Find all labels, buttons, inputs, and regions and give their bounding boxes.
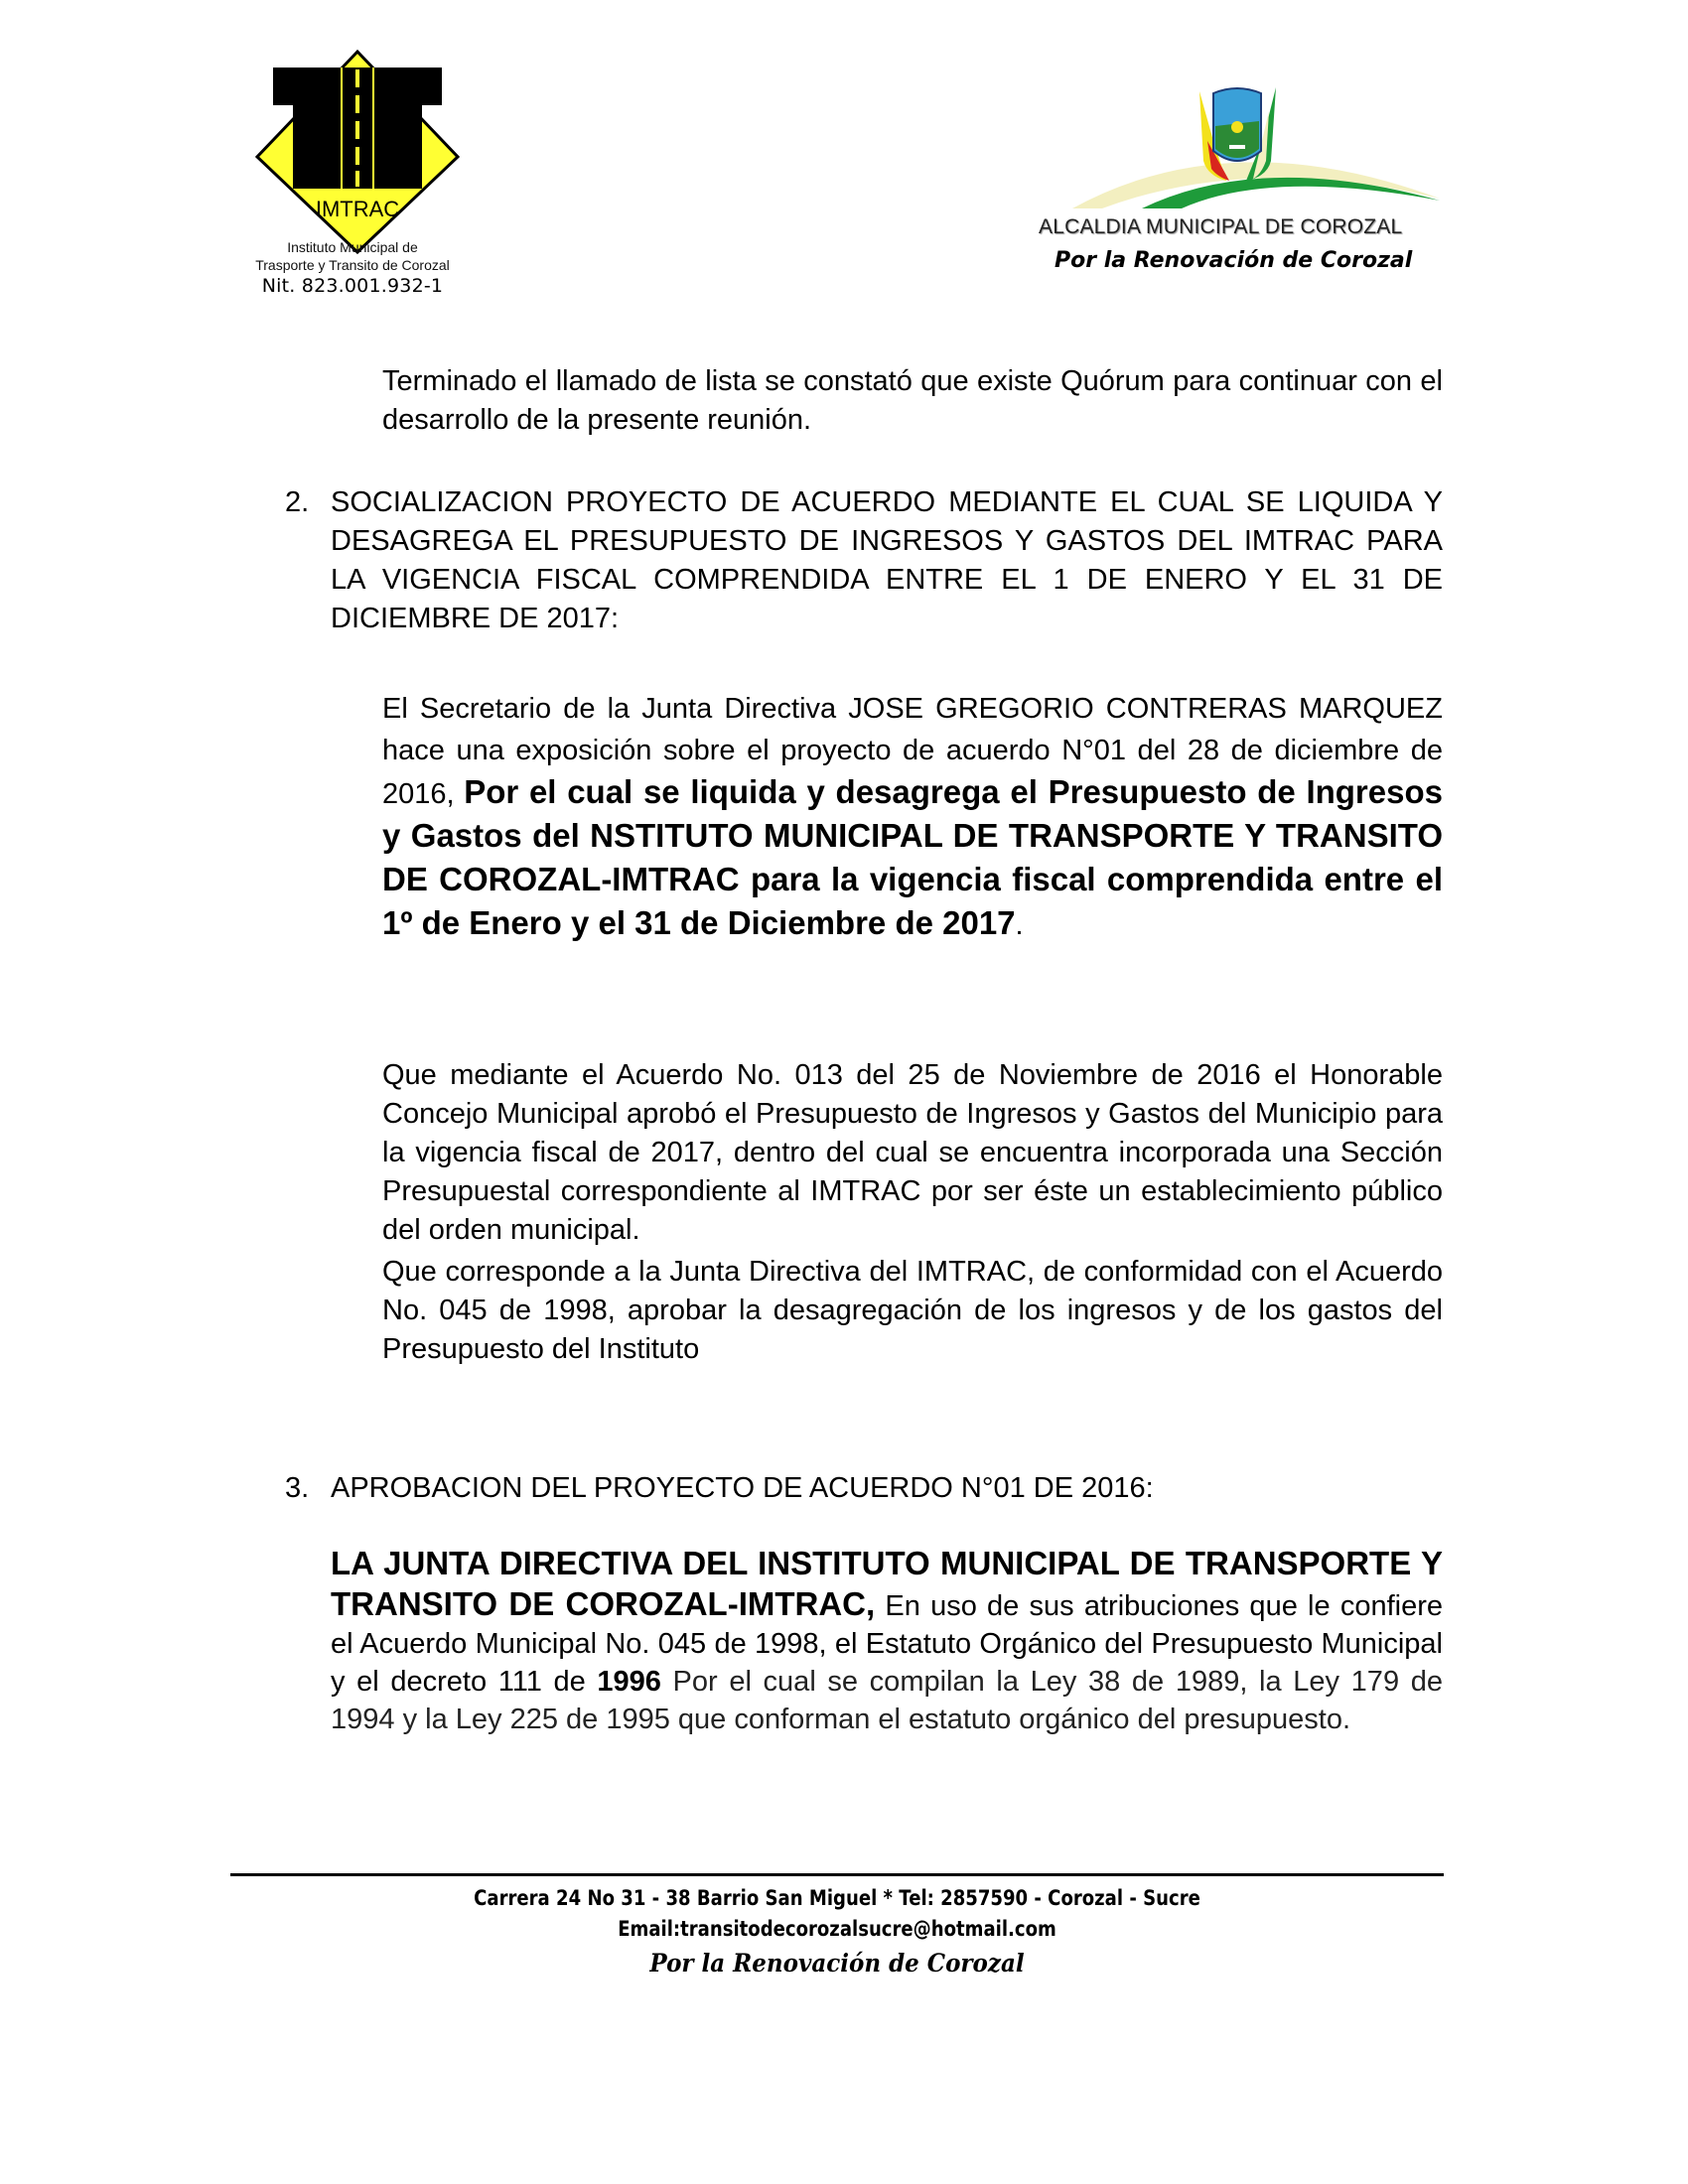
item-title: SOCIALIZACION PROYECTO DE ACUERDO MEDIANTE EL CUAL SE LIQUIDA Y DESAGREGA EL PRESUPUESTO DE INGRESOS Y GASTOS DEL IMTRAC PARA LA VIGENCIA FISCAL COMPRENDIDA ENTRE EL 1 DE ENERO Y EL 31 DE DICIEMBRE DE 2017: xyxy=(331,486,1443,634)
secretary-paragraph xyxy=(382,688,1443,946)
header-slogan: Por la Renovación de Corozal xyxy=(1055,248,1413,273)
agenda-item-3 xyxy=(285,1469,1443,1508)
imtrac-sign-text: IMTRAC xyxy=(315,197,400,221)
acuerdo-045-paragraph: Que corresponde a la Junta Directiva del IMTRAC, de conformidad con el Acuerdo No. 045 de 1998, aprobar la desagregación de los ingresos y de los gastos del Presupuesto del Instituto xyxy=(382,1256,1443,1365)
footer-slogan: Por la Renovación de Corozal xyxy=(649,1949,1025,1978)
acuerdo-title-bold: Por el cual se liquida y desagrega el Presupuesto de Ingresos y Gastos del NSTITUTO MUNICIPAL DE TRANSPORTE Y TRANSITO DE COROZAL-IMTRAC para la vigencia fiscal comprendida entre el 1º de Enero y el 31 de Diciembre de 2017 xyxy=(382,773,1443,941)
item-title: APROBACION DEL PROYECTO DE ACUERDO N°01 DE 2016: xyxy=(331,1472,1154,1504)
junta-directiva-bold: LA JUNTA DIRECTIVA DEL INSTITUTO MUNICIPAL DE TRANSPORTE Y TRANSITO DE COROZAL-IMTRAC, xyxy=(331,1545,1443,1622)
nit-number: Nit. 823.001.932-1 xyxy=(261,275,444,297)
period: . xyxy=(1015,909,1024,941)
logo-caption-line1: Instituto Municipal de xyxy=(287,239,418,255)
agenda-item-2 xyxy=(285,483,1443,638)
acuerdo-013-paragraph: Que mediante el Acuerdo No. 013 del 25 de Noviembre de 2016 el Honorable Concejo Municipal aprobó el Presupuesto de Ingresos y Gastos del Municipio para la vigencia fiscal de 2017, dentro del cual se encuentra incorporada una Sección Presupuestal correspondiente al IMTRAC por ser éste un establecimiento público del orden municipal. xyxy=(382,1059,1443,1246)
attributions-text: En uso de sus atribuciones que le confiere el Acuerdo Municipal No. 045 de 1998, el Estatuto Orgánico del Presupuesto Municipal y el decreto 111 de xyxy=(331,1590,1443,1698)
coat-of-arms-icon xyxy=(1033,81,1440,210)
secretary-text: El Secretario de la Junta Directiva JOSE GREGORIO CONTRERAS MARQUEZ hace una exposición sobre el proyecto de acuerdo N°01 del 28 de diciembre de 2016, xyxy=(382,693,1443,810)
alcaldia-title: ALCALDIA MUNICIPAL DE COROZAL xyxy=(1039,215,1403,238)
resolution-paragraph xyxy=(331,1544,1443,1738)
footer-email[interactable]: Email:transitodecorozalsucre@hotmail.com xyxy=(618,1917,1056,1941)
alcaldia-logo xyxy=(1033,81,1440,210)
imtrac-logo xyxy=(253,48,462,256)
footer-divider xyxy=(230,1873,1444,1876)
item-number: 2. xyxy=(285,486,310,518)
imtrac-sign-icon xyxy=(253,48,462,256)
compilation-text: Por el cual se compilan la Ley 38 de 1989, la Ley 179 de 1994 y la Ley 225 de 1995 que conforman el estatuto orgánico del presupuesto. xyxy=(331,1666,1443,1735)
quorum-paragraph: Terminado el llamado de lista se constató que existe Quórum para continuar con el desarrollo de la presente reunión. xyxy=(382,365,1443,436)
logo-caption-line2: Trasporte y Transito de Corozal xyxy=(255,257,450,273)
footer-address: Carrera 24 No 31 - 38 Barrio San Miguel * Tel: 2857590 - Corozal - Sucre xyxy=(474,1886,1200,1910)
item-number: 3. xyxy=(285,1472,310,1504)
decree-year-bold: 1996 xyxy=(597,1666,661,1698)
